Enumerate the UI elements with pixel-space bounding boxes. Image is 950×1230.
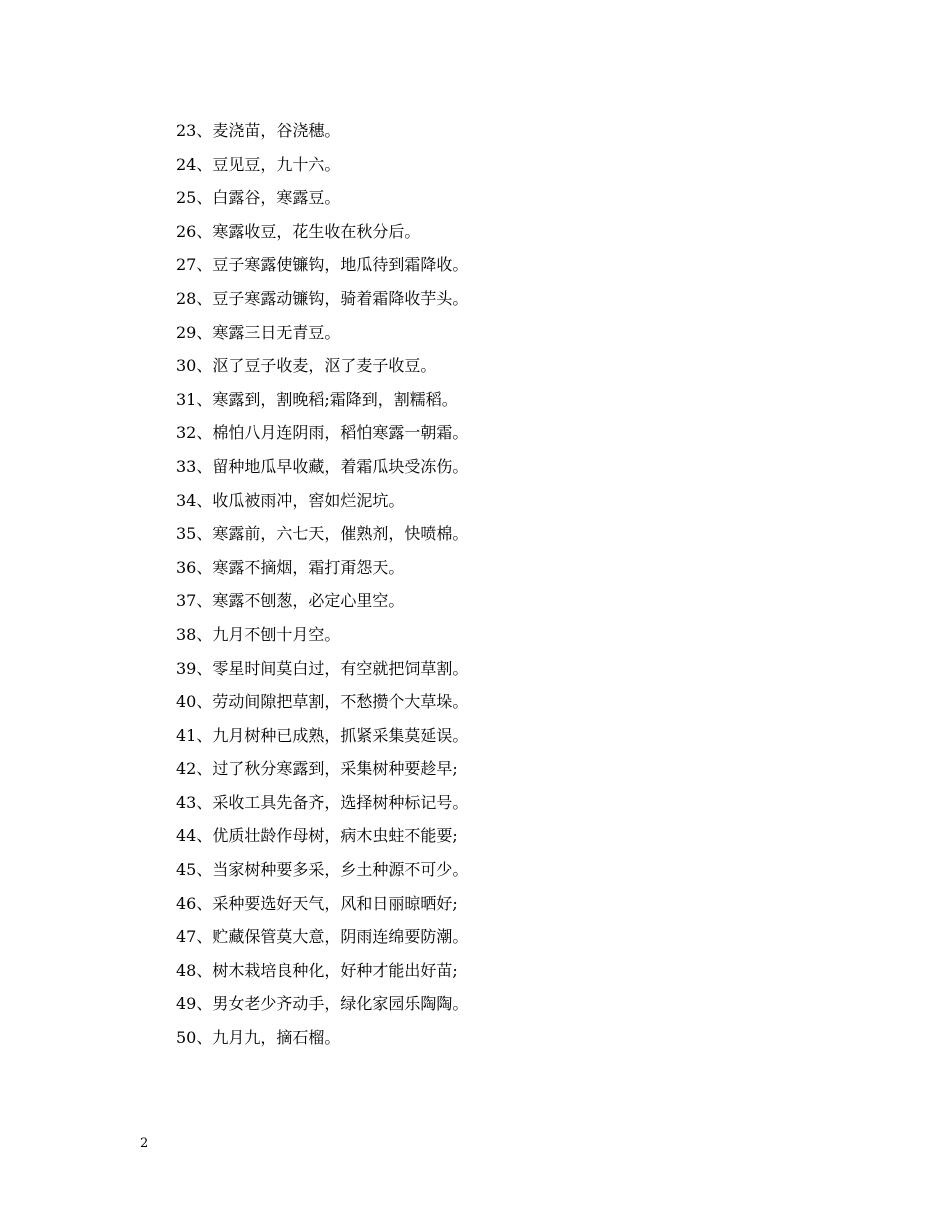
list-item: 23、麦浇苗，谷浇穗。 <box>176 121 341 140</box>
list-item: 46、采种要选好天气，风和日丽晾晒好; <box>176 893 458 913</box>
list-item: 33、留种地瓜早收藏，着霜瓜块受冻伤。 <box>176 456 469 476</box>
list-item: 49、男女老少齐动手，绿化家园乐陶陶。 <box>176 994 469 1014</box>
list-item: 48、树木栽培良种化，好种才能出好苗; <box>176 960 458 980</box>
list-item: 47、贮藏保管莫大意，阴雨连绵要防潮。 <box>176 927 469 947</box>
page-number: 2 <box>140 1136 149 1151</box>
list-item: 37、寒露不刨葱，必定心里空。 <box>176 591 405 611</box>
list-item: 44、优质壮龄作母树，病木虫蛀不能要; <box>176 826 458 846</box>
list-item: 36、寒露不摘烟，霜打甭怨天。 <box>176 557 405 577</box>
list-item: 32、棉怕八月连阴雨，稻怕寒露一朝霜。 <box>176 423 469 443</box>
list-item: 38、九月不刨十月空。 <box>176 624 341 644</box>
list-item: 28、豆子寒露动镰钩，骑着霜降收芋头。 <box>176 288 469 308</box>
list-item: 24、豆见豆，九十六。 <box>176 154 341 174</box>
list-item: 42、过了秋分寒露到，采集树种要趁早; <box>176 759 458 779</box>
list-item: 31、寒露到，割晚稻;霜降到，割糯稻。 <box>176 389 458 409</box>
list-item: 34、收瓜被雨冲，窖如烂泥坑。 <box>176 490 405 510</box>
list-item: 25、白露谷，寒露豆。 <box>176 188 341 208</box>
list-item: 50、九月九，摘石榴。 <box>176 1028 341 1048</box>
list-item: 35、寒露前，六七天，催熟剂，快喷棉。 <box>176 524 469 544</box>
list-item: 39、零星时间莫白过，有空就把饲草割。 <box>176 658 469 678</box>
proverb-list <box>176 117 468 1058</box>
list-item: 26、寒露收豆，花生收在秋分后。 <box>176 221 421 241</box>
list-item: 45、当家树种要多采，乡土种源不可少。 <box>176 860 469 880</box>
list-item: 27、豆子寒露使镰钩，地瓜待到霜降收。 <box>176 255 469 275</box>
list-item: 43、采收工具先备齐，选择树种标记号。 <box>176 792 469 812</box>
list-item: 40、劳动间隙把草割，不愁攒个大草垛。 <box>176 692 469 712</box>
list-item: 30、沤了豆子收麦，沤了麦子收豆。 <box>176 356 437 376</box>
list-item: 41、九月树种已成熟，抓紧采集莫延误。 <box>176 725 469 745</box>
list-item: 29、寒露三日无青豆。 <box>176 322 341 342</box>
